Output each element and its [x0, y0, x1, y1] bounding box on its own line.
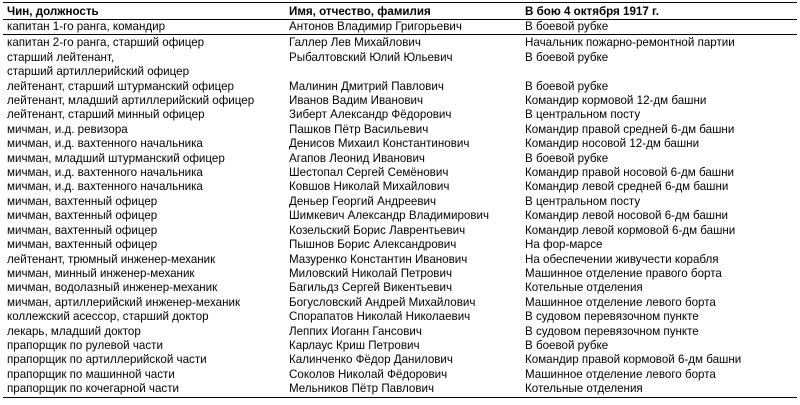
rank-text: прапорщик по кочегарной части [7, 382, 179, 396]
table-row [3, 195, 797, 209]
cell-name: Мазуренко Константин Иванович [289, 252, 468, 266]
table-row [3, 325, 797, 339]
rank-text: прапорщик по машинной части [7, 367, 175, 381]
cell-battle-station: В судовом перевязочном пункте [525, 310, 699, 324]
rank-text: мичман, младший штурманский офицер [7, 151, 225, 165]
cell-name: Мельников Пётр Павлович [289, 382, 435, 396]
cell-name: Агапов Леонид Иванович [289, 151, 425, 165]
cell-battle-station: Командир левой носовой 6-дм башни [525, 209, 728, 223]
cell-name: Калинченко Фёдор Данилович [289, 353, 453, 367]
cell-name: Миловский Николай Петрович [289, 266, 452, 280]
cell-name: Багильдз Сергей Викентьевич [289, 281, 452, 295]
cell-battle-station: Начальник пожарно-ремонтной партии [525, 36, 735, 50]
rank-text: прапорщик по рулевой части [7, 338, 163, 352]
cell-rank [3, 382, 285, 396]
table-row [3, 382, 797, 396]
cell-name: Карлаус Криш Петрович [289, 338, 420, 352]
cell-rank [3, 310, 285, 324]
cell-battle-station: На фор-марсе [525, 238, 603, 252]
cell-rank [3, 51, 285, 80]
cell-name: Шестопал Сергей Семёнович [289, 166, 449, 180]
cell-name: Зиберт Александр Фёдорович [289, 108, 452, 122]
cell-name: Богусловский Андрей Михайлович [289, 295, 476, 309]
cell-rank [3, 180, 285, 194]
cell-rank [3, 325, 285, 339]
cell-battle-station: Котельные отделения [525, 281, 643, 295]
table-row [3, 281, 797, 295]
table-row [3, 368, 797, 382]
cell-rank [3, 195, 285, 209]
rank-text: лейтенант, младший артиллерийский офицер [7, 94, 255, 108]
cell-name: Леппих Иоганн Гансович [289, 324, 422, 338]
cell-battle-station: Машинное отделение левого борта [525, 295, 716, 309]
cell-battle-station: В центральном посту [525, 194, 641, 208]
rank-text: мичман, вахтенный офицер [7, 223, 158, 237]
cell-name: Шимкевич Александр Владимирович [289, 209, 490, 223]
cell-rank [3, 253, 285, 267]
cell-name: Козельский Борис Лаврентьевич [289, 223, 466, 237]
crew-table-container [3, 2, 797, 398]
cell-battle-station: В боевой рубке [521, 20, 797, 35]
crew-table [3, 3, 797, 397]
table-row [3, 253, 797, 267]
table-row [3, 339, 797, 353]
table-row [3, 296, 797, 310]
header-battle: В бою 4 октября 1917 г. [521, 3, 797, 20]
rank-text: мичман, и.д. ревизора [7, 122, 128, 136]
cell-battle-station: Командир правой носовой 6-дм башни [525, 166, 734, 180]
header-rank: Чин, должность [3, 3, 285, 20]
cell-battle-station: В боевой рубке [525, 338, 609, 352]
cell-name: Деньер Георгий Андреевич [289, 194, 437, 208]
cell-name: Рыбалтовский Юлий Юльевич [289, 50, 453, 64]
table-row [3, 353, 797, 367]
table-row [3, 209, 797, 223]
cell-rank [3, 368, 285, 382]
rank-text: мичман, минный инженер-механик [7, 266, 195, 280]
rank-text: лейтенант, старший минный офицер [7, 108, 205, 122]
cell-rank [3, 20, 285, 35]
cell-name: Соколов Николай Фёдорович [289, 367, 448, 381]
cell-battle-station: Командир правой средней 6-дм башни [525, 122, 735, 136]
table-row [3, 20, 797, 35]
rank-text: мичман, и.д. вахтенного начальника [7, 180, 203, 194]
cell-rank [3, 35, 285, 51]
rank-text: лекарь, младший доктор [7, 324, 141, 338]
table-header [3, 3, 797, 20]
cell-rank [3, 94, 285, 108]
rank-text: мичман, вахтенный офицер [7, 238, 158, 252]
rank-text: старший артиллерийский офицер [7, 65, 190, 79]
cell-name: Малинин Дмитрий Павлович [289, 79, 444, 93]
table-row [3, 166, 797, 180]
cell-name: Галлер Лев Михайлович [289, 36, 421, 50]
cell-name: Антонов Владимир Григорьевич [285, 20, 521, 35]
table-row [3, 310, 797, 324]
cell-rank [3, 224, 285, 238]
rank-text: капитан 1-го ранга, командир [7, 20, 166, 33]
cell-battle-station: В боевой рубке [525, 151, 609, 165]
cell-battle-station: Командир правой кормовой 6-дм башни [525, 353, 742, 367]
table-body [3, 20, 797, 397]
table-row [3, 94, 797, 108]
cell-battle-station: Командир кормовой 12-дм башни [525, 94, 707, 108]
rank-text: мичман, и.д. вахтенного начальника [7, 137, 203, 151]
cell-name: Иванов Вадим Иванович [289, 94, 423, 108]
cell-battle-station: Командир носовой 12-дм башни [525, 137, 700, 151]
cell-battle-station: Котельные отделения [525, 382, 643, 396]
table-row [3, 80, 797, 94]
cell-name: Пышнов Борис Александрович [289, 238, 457, 252]
cell-battle-station: В центральном посту [525, 108, 641, 122]
table-row [3, 51, 797, 80]
cell-battle-station: Машинное отделение левого борта [525, 367, 716, 381]
cell-rank [3, 353, 285, 367]
table-row [3, 152, 797, 166]
table-row [3, 180, 797, 194]
cell-battle-station: В судовом перевязочном пункте [525, 324, 699, 338]
rank-text: прапорщик по артиллерийской части [7, 353, 207, 367]
rank-text: мичман, артиллерийский инженер-механик [7, 295, 241, 309]
cell-battle-station: Машинное отделение правого борта [525, 266, 722, 280]
cell-rank [3, 281, 285, 295]
cell-name: Спорапатов Николай Николаевич [289, 310, 471, 324]
table-row [3, 123, 797, 137]
cell-name: Пашков Пётр Васильевич [289, 122, 429, 136]
cell-rank [3, 296, 285, 310]
cell-rank [3, 123, 285, 137]
rank-text: мичман, и.д. вахтенного начальника [7, 166, 203, 180]
rank-text: старший лейтенант, [7, 50, 115, 64]
cell-battle-station: Командир левой средней 6-дм башни [525, 180, 729, 194]
rank-text: капитан 2-го ранга, старший офицер [7, 36, 205, 50]
table-row [3, 267, 797, 281]
cell-battle-station: Командир левой кормовой 6-дм башни [525, 223, 736, 237]
cell-battle-station: В боевой рубке [525, 50, 609, 64]
table-row [3, 35, 797, 51]
table-row [3, 108, 797, 122]
rank-text: коллежский асессор, старший доктор [7, 310, 209, 324]
cell-rank [3, 108, 285, 122]
header-name: Имя, отчество, фамилия [285, 3, 521, 20]
rank-text: лейтенант, старший штурманский офицер [7, 79, 234, 93]
rank-text: мичман, вахтенный офицер [7, 209, 158, 223]
cell-name: Денисов Михаил Константинович [289, 137, 470, 151]
table-row [3, 137, 797, 151]
cell-rank [3, 339, 285, 353]
cell-rank [3, 80, 285, 94]
rank-text: мичман, водолазный инженер-механик [7, 281, 218, 295]
cell-rank [3, 166, 285, 180]
cell-rank [3, 152, 285, 166]
table-row [3, 238, 797, 252]
table-row [3, 224, 797, 238]
cell-name: Ковшов Николай Михайлович [289, 180, 450, 194]
cell-rank [3, 238, 285, 252]
cell-rank [3, 137, 285, 151]
cell-rank [3, 209, 285, 223]
rank-text: лейтенант, трюмный инженер-механик [7, 252, 216, 266]
rank-text: мичман, вахтенный офицер [7, 194, 158, 208]
cell-battle-station: На обеспечении живучести корабля [525, 252, 719, 266]
cell-battle-station: В боевой рубке [525, 79, 609, 93]
cell-rank [3, 267, 285, 281]
header-row [3, 3, 797, 20]
